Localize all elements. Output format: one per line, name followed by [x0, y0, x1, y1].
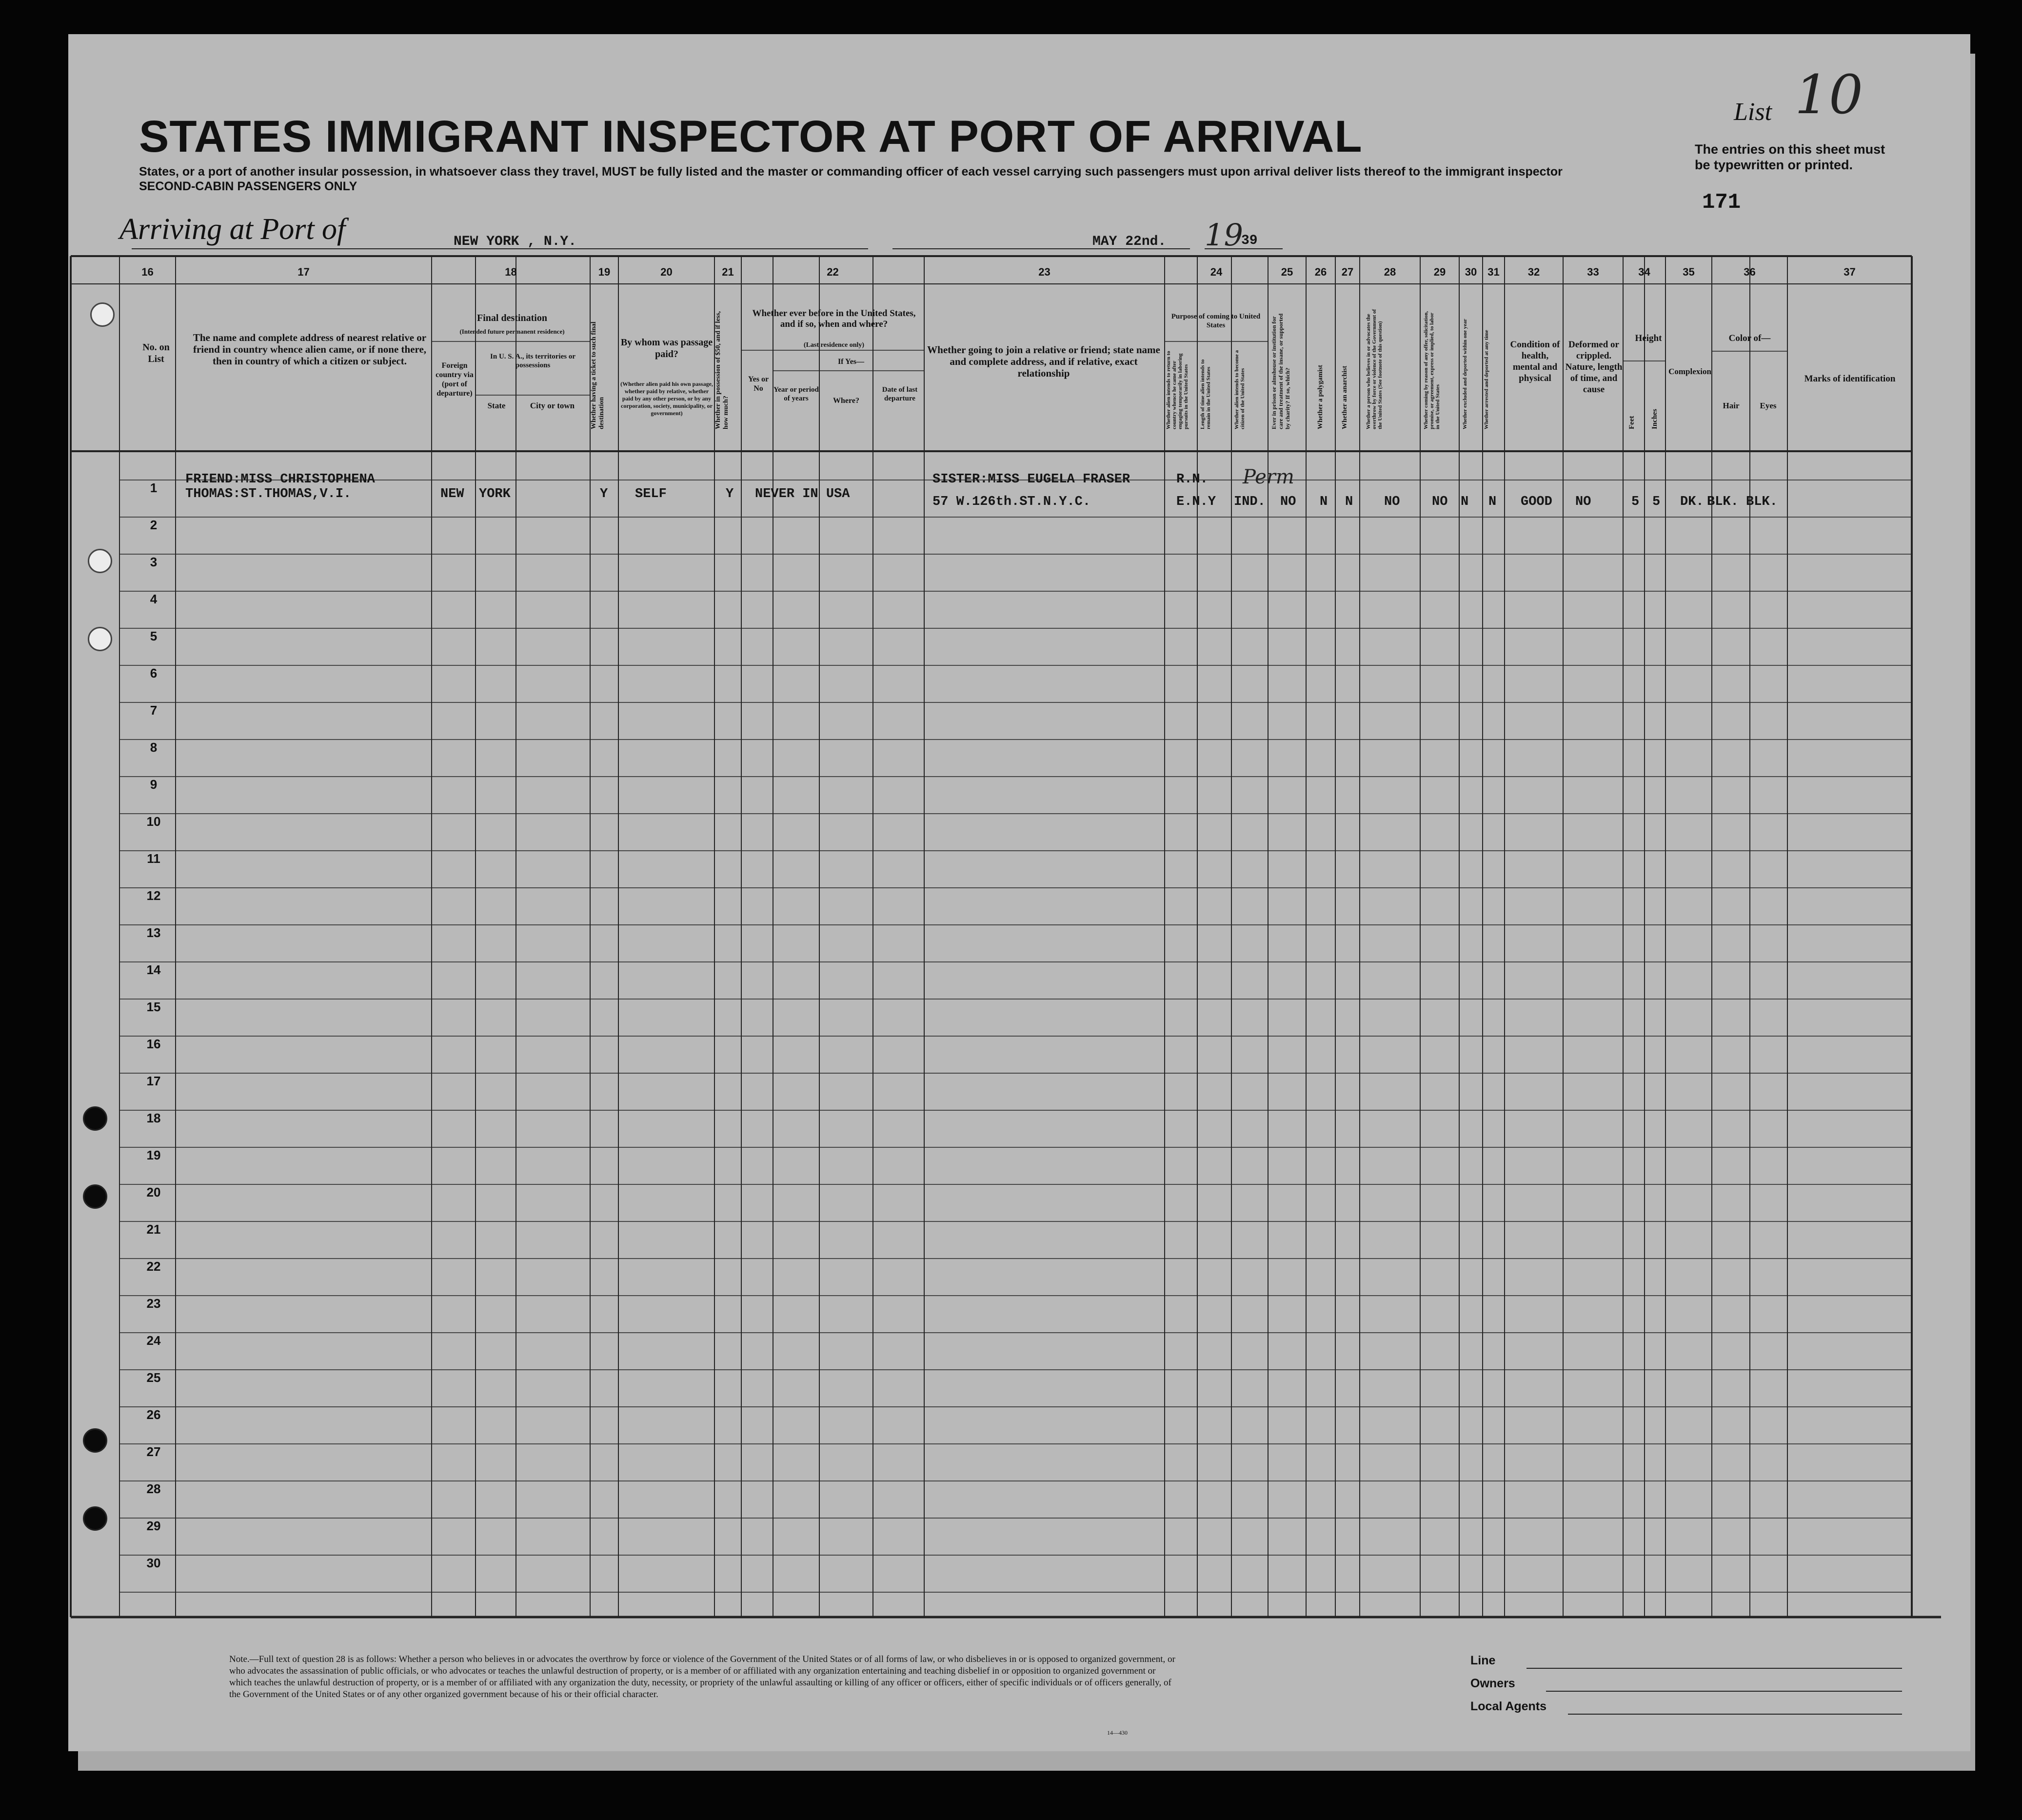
col-22-where: Where?: [833, 397, 859, 405]
row-number: 1: [150, 480, 158, 495]
col-34-inches: Inches: [1651, 409, 1659, 429]
col-22-year: Year or period of years: [773, 386, 819, 402]
col-26-header: Whether a polygamist: [1317, 365, 1324, 429]
row-number: 21: [146, 1222, 161, 1237]
entry-before: NEVER IN USA: [755, 487, 850, 501]
row-number: 3: [150, 555, 158, 569]
col-31-header: Whether arrested and deported at any time: [1484, 330, 1489, 429]
row-number: 25: [146, 1370, 161, 1385]
row-number: 26: [146, 1407, 161, 1422]
col-no-on-list: No. on List: [142, 342, 170, 364]
entry-q28: NO: [1384, 495, 1400, 509]
form-number: 14—430: [1107, 1729, 1128, 1736]
entry-city: YORK: [479, 487, 511, 501]
row-number: 19: [146, 1148, 161, 1162]
entry-q31: N: [1488, 495, 1497, 509]
row-number: 5: [150, 629, 158, 643]
entry-relative-line2: THOMAS:ST.THOMAS,V.I.: [185, 487, 352, 501]
col-22-yesno: Yes or No: [748, 375, 769, 393]
year-prefix: 19: [1205, 217, 1243, 253]
row-number: 28: [146, 1481, 161, 1496]
col-36-eyes: Eyes: [1760, 401, 1777, 410]
line-label: Line: [1470, 1654, 1496, 1667]
col-18-usa: In U. S. A., its territories or possessions: [490, 353, 575, 369]
column-number: 23: [1038, 266, 1051, 278]
entry-eyes: BLK.: [1746, 495, 1778, 509]
column-number: 29: [1433, 266, 1446, 278]
port-value: NEW YORK , N.Y.: [454, 234, 577, 249]
col-23-header: Whether going to join a relative or friend; state name and complete address, and if relative, exact relationship: [927, 344, 1160, 379]
col-25-header: Ever in prison or almshouse or institution for care and treatment of the insane, or supported by charity? If so, which?: [1270, 313, 1291, 429]
entry-prison: NO: [1280, 495, 1296, 509]
col-18-group: Final destination: [477, 313, 547, 323]
column-number: 17: [297, 266, 310, 278]
col-22-header: Whether ever before in the United States, and if so, when and where?: [752, 308, 916, 329]
entry-fifty: Y: [726, 487, 734, 501]
row-number: 15: [146, 1000, 161, 1014]
col-28-header: Whether a person who believes in or advocates the overthrow by force or violence of the Government of the United States (See footnote of this question): [1366, 309, 1383, 429]
column-number: 37: [1844, 266, 1856, 278]
entry-q30: N: [1461, 495, 1469, 509]
entry-state: NEW: [440, 487, 464, 501]
col-36-header: Color of—: [1728, 333, 1771, 343]
entry-ticket: Y: [600, 487, 608, 501]
entries-note: [1695, 141, 1885, 173]
col-35-header: Complexion: [1668, 367, 1711, 376]
col-20-header: By whom was passage paid?: [620, 337, 713, 360]
col-24b-header: Length of time alien intends to remain in the United States: [1200, 359, 1211, 429]
row-number: 2: [150, 518, 158, 532]
col-20-sub: (Whether alien paid his own passage, whether paid by relative, whether paid by any other person, or by any corporation, society, municipality, or government): [620, 380, 713, 417]
row-number: 30: [146, 1556, 161, 1570]
entry-purpose2: E.N.Y: [1176, 495, 1216, 509]
entry-feet: 5: [1631, 495, 1640, 509]
column-number: 21: [722, 266, 734, 278]
col-34-header: Height: [1635, 333, 1662, 343]
punch-hole: [83, 1506, 107, 1531]
row-number: 17: [146, 1074, 161, 1088]
column-number: 31: [1487, 266, 1500, 278]
col-22-date: Date of last departure: [882, 386, 918, 402]
entry-deformed: NO: [1575, 495, 1591, 509]
punch-hole: [88, 549, 112, 573]
entry-relative-line1: FRIEND:MISS CHRISTOPHENA: [185, 472, 375, 487]
punch-hole: [88, 627, 112, 651]
col-22-sub: (Last residence only): [803, 341, 865, 349]
year-suffix: 39: [1241, 233, 1258, 248]
column-number: 36: [1744, 266, 1756, 278]
row-number: 4: [150, 592, 158, 606]
col-37-header: Marks of identification: [1804, 374, 1896, 384]
entry-join-line2: 57 W.126th.ST.N.Y.C.: [932, 495, 1091, 509]
entry-complexion: DK.: [1680, 495, 1704, 509]
footnote-q28: Note.—Full text of question 28 is as follows: Whether a person who believes in or advocates the overthrow by force or violence of the Government of the United States or of all forms of law, or who disbelieves in or is opposed to organized government, or who advocates the assassination of public officials, or who advocates or teaches the unlawful destruction of property, or is a member of or affiliated with any organization entertaining and teaching disbelief in or opposition to organized government or which teaches the unlawful destruction of property, or is a member of or affiliated with any organization the duty, necessity, or propriety of the unlawful assaulting or killing of any officer or officers, either of specific individuals or of officers generally, of the Government of the United States or of any other organized government because of his or their official character.: [229, 1654, 1175, 1700]
col-29-header: Whether coming by reason of any offer, solicitation, promise, or agreement, express or implied, to labor in the United States: [1423, 311, 1441, 429]
col-18-city: City or town: [530, 401, 575, 410]
entries-note-line: The entries on this sheet must: [1695, 142, 1885, 157]
row-number: 27: [146, 1444, 161, 1459]
col-27-header: Whether an anarchist: [1341, 365, 1348, 429]
entry-anarchist: N: [1345, 495, 1353, 509]
class-label: SECOND-CABIN PASSENGERS ONLY: [139, 180, 357, 193]
date-value: MAY 22nd.: [1092, 234, 1167, 249]
local-agents-label: Local Agents: [1470, 1700, 1547, 1713]
punch-hole: [83, 1184, 107, 1209]
row-number: 6: [150, 666, 158, 680]
col-34-feet: Feet: [1628, 416, 1636, 429]
form-title: STATES IMMIGRANT INSPECTOR AT PORT OF ARRIVAL: [139, 112, 1363, 161]
column-number: 35: [1683, 266, 1695, 278]
row-number: 9: [150, 777, 158, 792]
column-number: 22: [827, 266, 839, 278]
row-number: 18: [146, 1111, 161, 1125]
sheet-number: 171: [1702, 190, 1741, 215]
punch-hole: [83, 1428, 107, 1453]
col-36-hair: Hair: [1723, 401, 1740, 410]
column-number: 20: [660, 266, 673, 278]
arriving-label: Arriving at Port of: [119, 213, 346, 246]
row-number: 13: [146, 925, 161, 940]
row-number: 14: [146, 962, 161, 977]
column-number: 32: [1527, 266, 1540, 278]
col-18-state: State: [487, 401, 506, 410]
col-33-header: Deformed or crippled. Nature, length of time, and cause: [1565, 340, 1623, 395]
instruction-text: States, or a port of another insular possession, in whatsoever class they travel, MUST be fully listed and the master or commanding officer of each vessel carrying such passengers must upon arrival deliver lists thereof to the immigrant inspector: [139, 165, 1563, 179]
column-number: 16: [141, 266, 154, 278]
entry-inches: 5: [1652, 495, 1661, 509]
column-number: 33: [1587, 266, 1599, 278]
col-18-foreign: Foreign country via (port of departure): [436, 361, 474, 398]
entry-perm-handwritten: Perm: [1243, 466, 1294, 488]
row-number: 8: [150, 740, 158, 755]
entry-purpose: R.N.: [1176, 472, 1208, 487]
column-number: 19: [598, 266, 611, 278]
col-19-header: Whether having a ticket to such final destination: [590, 321, 605, 429]
row-number: 20: [146, 1185, 161, 1200]
col-22-ifyes: If Yes—: [837, 358, 865, 366]
owners-label: Owners: [1470, 1677, 1515, 1690]
entry-join-line1: SISTER:MISS EUGELA FRASER: [932, 472, 1130, 487]
col-24a-header: Whether alien intends to return to country whence he came after engaging temporarily in laboring pursuits in the United States: [1166, 351, 1189, 429]
col-24c-header: Whether alien intends to become a citizen of the United States: [1234, 350, 1246, 429]
row-number: 23: [146, 1296, 161, 1311]
row-number: 12: [146, 888, 161, 903]
entry-health: GOOD: [1521, 495, 1552, 509]
row-number: 22: [146, 1259, 161, 1274]
row-number: 7: [150, 703, 158, 718]
row-number: 24: [146, 1333, 161, 1348]
column-number: 18: [505, 266, 517, 278]
col-30-header: Whether excluded and deported within one year: [1462, 319, 1468, 429]
column-number: 27: [1341, 266, 1354, 278]
row-number: 16: [146, 1037, 161, 1051]
punch-hole: [90, 302, 115, 327]
col-17-header: The name and complete address of nearest relative or friend in country whence alien came, or if none there, then in country of which a citizen or subject.: [193, 332, 427, 367]
row-number: 29: [146, 1519, 161, 1533]
col-21-header: Whether in possession of $50, and if less, how much?: [714, 311, 730, 429]
column-number: 26: [1314, 266, 1327, 278]
entries-note-line: be typewritten or printed.: [1695, 158, 1853, 172]
col-18-sub: (Intended future permanent residence): [459, 328, 565, 335]
column-number: 24: [1210, 266, 1223, 278]
list-label: List: [1734, 98, 1772, 126]
column-number: 25: [1281, 266, 1293, 278]
column-number: 34: [1638, 266, 1650, 278]
column-number: 30: [1465, 266, 1477, 278]
col-24-header: Purpose of coming to United States: [1171, 313, 1261, 329]
entry-hair: BLK.: [1707, 495, 1739, 509]
entry-polygamist: N: [1320, 495, 1328, 509]
list-number: 10: [1795, 63, 1863, 126]
column-number: 28: [1384, 266, 1396, 278]
entry-passage: SELF: [635, 487, 667, 501]
row-number: 11: [147, 851, 160, 866]
col-32-header: Condition of health, mental and physical: [1510, 340, 1560, 383]
entry-q29: NO: [1432, 495, 1448, 509]
row-number: 10: [146, 814, 161, 829]
entry-length: IND.: [1234, 495, 1266, 509]
punch-hole: [83, 1106, 107, 1131]
